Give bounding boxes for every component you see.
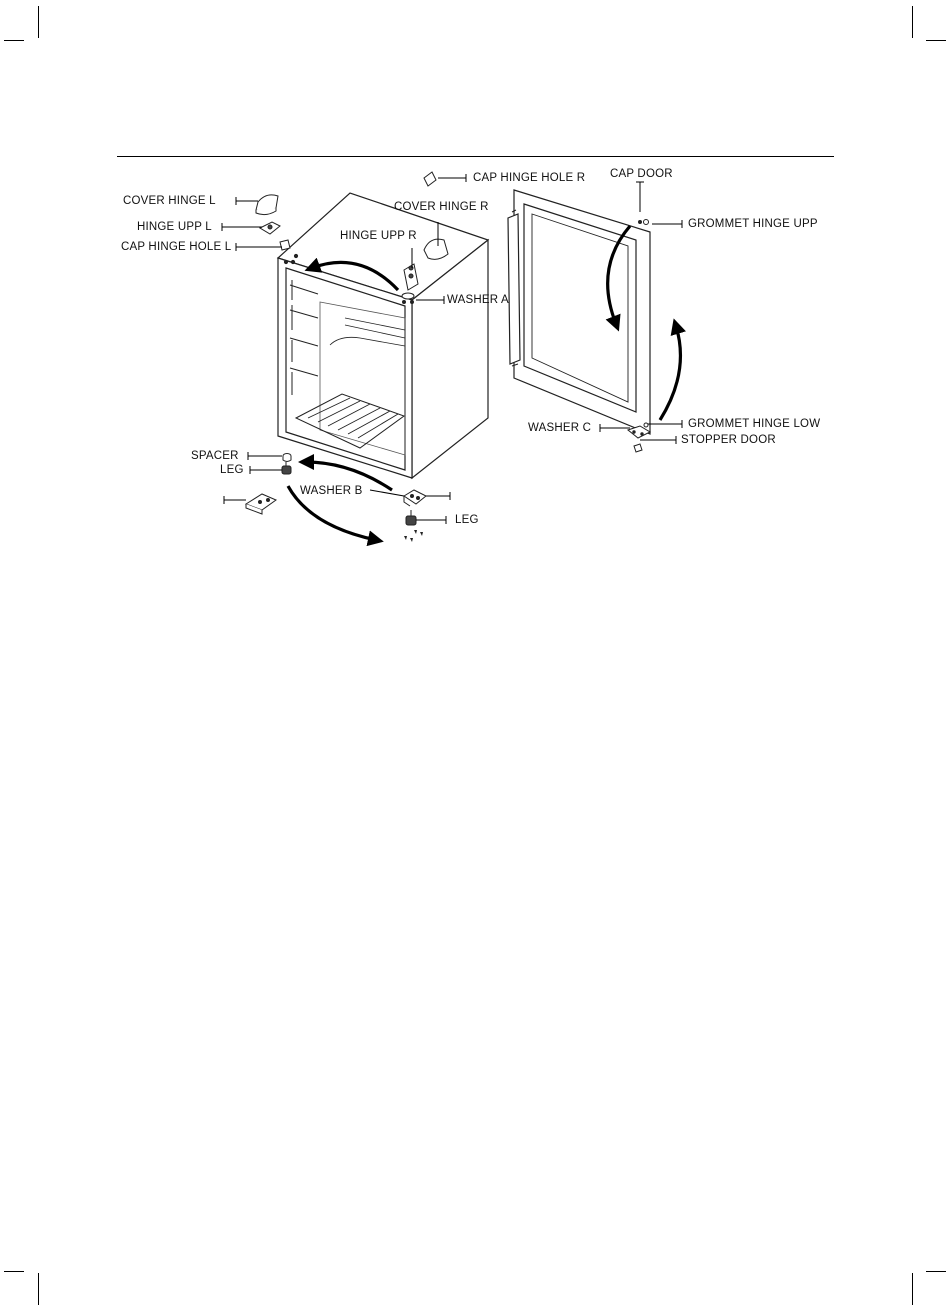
label-cap-door: CAP DOOR (610, 168, 673, 180)
cap-hinge-hole-r-part (424, 172, 436, 186)
label-leg-right: LEG (455, 514, 479, 526)
label-hinge-upp-r: HINGE UPP R (340, 230, 417, 242)
label-grommet-hinge-upp: GROMMET HINGE UPP (688, 218, 818, 230)
label-cap-hinge-hole-r: CAP HINGE HOLE R (473, 172, 586, 184)
hinge-upp-l-part (260, 222, 280, 234)
stopper-door-part (634, 444, 642, 452)
leg-left-part (282, 462, 291, 474)
cap-hinge-hole-l-part (280, 240, 290, 250)
label-leg-left: LEG (220, 464, 244, 476)
grommet-hinge-upp-part (639, 220, 649, 225)
label-stopper-door: STOPPER DOOR (681, 434, 776, 446)
hinge-low-right-part (404, 490, 426, 506)
label-hinge-upp-l: HINGE UPP L (137, 221, 212, 233)
label-grommet-hinge-low: GROMMET HINGE LOW (688, 418, 821, 430)
arrow-door-up (660, 326, 680, 420)
crop-mark-bottom-right-v (912, 1273, 913, 1305)
crop-mark-bottom-left-v (38, 1273, 39, 1305)
label-washer-a: WASHER A (447, 294, 509, 306)
label-cover-hinge-r: COVER HINGE R (394, 201, 489, 213)
label-cover-hinge-l: COVER HINGE L (123, 195, 216, 207)
label-spacer: SPACER (191, 450, 239, 462)
leg-right-part (406, 510, 416, 525)
door-handle (508, 214, 520, 364)
label-washer-b: WASHER B (300, 485, 363, 497)
spacer-part (283, 454, 291, 462)
hinge-low-left-part (246, 494, 276, 514)
door-lower-hinge-parts (628, 423, 650, 452)
label-cap-hinge-hole-l: CAP HINGE HOLE L (121, 241, 232, 253)
crop-mark-bottom-right-h (926, 1271, 946, 1272)
crop-mark-bottom-left-h (4, 1271, 24, 1272)
screws-part (404, 530, 423, 542)
cover-hinge-l-part (256, 195, 278, 215)
label-washer-c: WASHER C (528, 422, 592, 434)
